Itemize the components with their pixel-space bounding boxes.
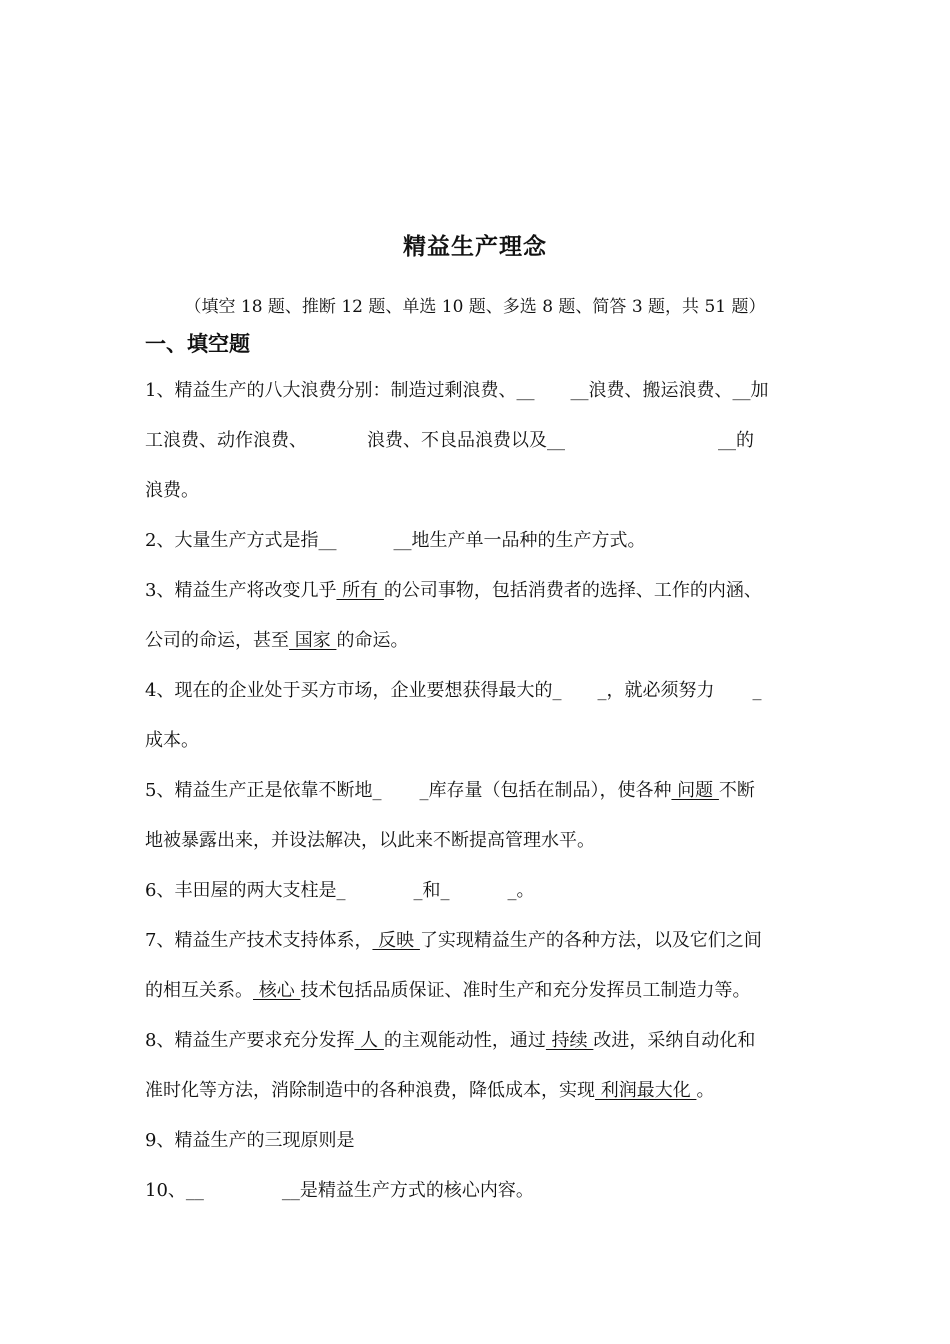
- answer-underlined: 国家: [289, 630, 337, 651]
- answer-underlined: 人: [354, 1030, 384, 1051]
- question-text: 8、精益生产要求充分发挥: [145, 1030, 355, 1051]
- question-text: 改进，采纳自动化和: [593, 1030, 756, 1051]
- answer-underlined: 利润最大化: [595, 1080, 697, 1101]
- question-text: 准时化等方法，消除制造中的各种浪费，降低成本，实现: [145, 1080, 595, 1101]
- question-text: 7、精益生产技术支持体系，: [145, 930, 373, 951]
- answer-underlined: 问题: [671, 780, 719, 801]
- question-text: 公司的命运，甚至: [145, 630, 289, 651]
- question-text: _和_: [413, 880, 450, 901]
- question-text: __的: [718, 430, 754, 451]
- answer-underlined: 所有: [336, 580, 384, 601]
- document-subtitle: （填空 18 题、推断 12 题、单选 10 题、多选 8 题、简答 3 题，共 51 题）: [184, 297, 766, 317]
- question-text: 的命运。: [336, 630, 409, 651]
- question-text: 浪费、不良品浪费以及__: [367, 430, 565, 451]
- question-7-line-1: [145, 928, 810, 954]
- question-1-line-2: [145, 428, 810, 454]
- question-text: 的相互关系。: [145, 980, 253, 1001]
- question-text: _。: [507, 880, 535, 901]
- question-text: 的主观能动性，通过: [383, 1030, 546, 1051]
- question-4-line-2: [145, 728, 810, 754]
- question-text: 5、精益生产正是依靠不断地_: [145, 780, 382, 801]
- question-text: 。: [696, 1080, 715, 1101]
- question-3-line-2: [145, 628, 810, 654]
- question-text: _库存量（包括在制品），使各种: [419, 780, 672, 801]
- question-text: 3、精益生产将改变几乎: [145, 580, 337, 601]
- question-text: 成本。: [145, 730, 199, 751]
- question-5-line-2: [145, 828, 810, 854]
- question-text: 的公司事物，包括消费者的选择、工作的内涵、: [383, 580, 762, 601]
- question-text: 1、精益生产的八大浪费分别：制造过剩浪费、__: [145, 380, 535, 401]
- question-text: 地被暴露出来，并设法解决，以此来不断提高管理水平。: [145, 830, 595, 851]
- answer-underlined: 核心: [253, 980, 301, 1001]
- section-heading: 一、填空题: [145, 331, 250, 356]
- question-text: 10、__: [145, 1180, 204, 1201]
- question-text: 浪费。: [145, 480, 199, 501]
- question-7-line-2: [145, 978, 810, 1004]
- question-2: [145, 528, 810, 554]
- question-5-line-1: [145, 778, 810, 804]
- question-text: _: [752, 680, 762, 701]
- question-text: 技术包括品质保证、准时生产和充分发挥员工制造力等。: [300, 980, 751, 1001]
- question-text: __浪费、搬运浪费、__加: [570, 380, 769, 401]
- question-6: [145, 878, 810, 904]
- question-10: [145, 1178, 810, 1204]
- question-text: __是精益生产方式的核心内容。: [281, 1180, 534, 1201]
- question-text: __地生产单一品种的生产方式。: [393, 530, 646, 551]
- question-text: _，就必须努力: [597, 680, 715, 701]
- question-4-line-1: [145, 678, 810, 704]
- question-text: 4、现在的企业处于买方市场，企业要想获得最大的_: [145, 680, 562, 701]
- question-8-line-2: [145, 1078, 810, 1104]
- question-9: [145, 1128, 810, 1154]
- question-text: 不断: [718, 780, 755, 801]
- question-1-line-3: [145, 478, 810, 504]
- question-text: 9、精益生产的三现原则是: [145, 1130, 355, 1151]
- question-3-line-1: [145, 578, 810, 604]
- question-8-line-1: [145, 1028, 810, 1054]
- question-text: 工浪费、动作浪费、: [145, 430, 307, 451]
- question-text: 6、丰田屋的两大支柱是_: [145, 880, 346, 901]
- question-1-line-1: [145, 378, 810, 404]
- question-text: 了实现精益生产的各种方法，以及它们之间: [419, 930, 762, 951]
- document-title: 精益生产理念: [403, 233, 547, 260]
- answer-underlined: 反映: [372, 930, 420, 951]
- question-text: 2、大量生产方式是指__: [145, 530, 337, 551]
- answer-underlined: 持续: [545, 1030, 594, 1051]
